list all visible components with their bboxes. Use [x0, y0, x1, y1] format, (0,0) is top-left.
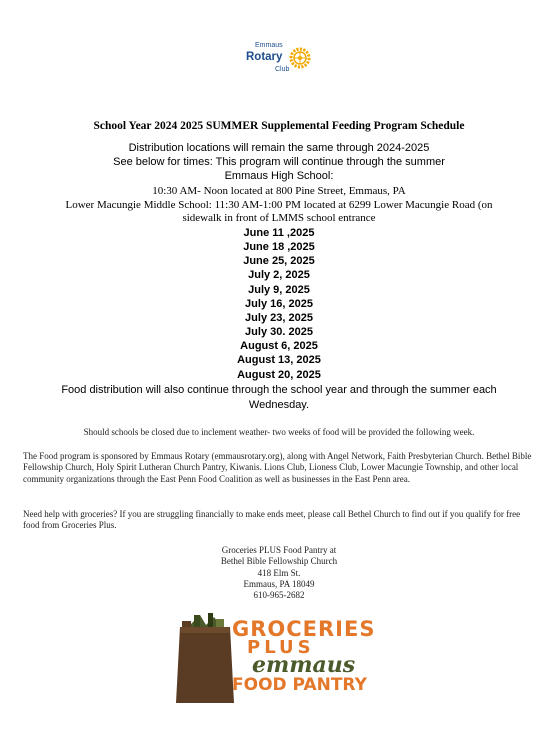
address-line: Emmaus, PA 18049 [243, 578, 315, 589]
pantry-logo-line4: FOOD PANTRY [232, 675, 367, 695]
rotary-logo-bottom: Club [275, 66, 290, 73]
sponsor-paragraph: The Food program is sponsored by Emmaus Rotary (emmausrotary.org), along with Angel Network, Faith Presbyterian Church. Bethel Bible Fellowship Church, Holy Spirit Lutheran Church Pantry, Kiwanis. Lions Club, Lioness Club, Lower Macungie Township, and other local community organizations through the East Penn Food Coalition as well as businesses in the East Penn area. [23, 451, 532, 484]
page-title: School Year 2024 2025 SUMMER Supplemental Feeding Program Schedule [93, 120, 465, 132]
distribution-date: June 18 ,2025 [243, 241, 315, 253]
pantry-logo-line2: PLUS [247, 637, 315, 658]
intro-line: Emmaus High School: [224, 170, 334, 182]
continuation-line: Food distribution will also continue through the school year and through the summer each [61, 384, 497, 396]
address-line: Bethel Bible Fellowship Church [220, 556, 338, 567]
distribution-date: August 20, 2025 [237, 369, 321, 381]
distribution-date: August 6, 2025 [240, 340, 318, 352]
rotary-logo-main: Rotary [246, 51, 283, 63]
pantry-logo-line3: emmaus [252, 652, 356, 678]
help-paragraph: Need help with groceries? If you are struggling financially to make ends meet, please call Bethel Church to find out if you qualify for free food from Groceries Plus. [23, 509, 521, 531]
distribution-date: July 16, 2025 [245, 298, 313, 310]
distribution-date: July 9, 2025 [248, 284, 310, 296]
intro-line: Distribution locations will remain the same through 2024-2025 [128, 142, 430, 154]
weather-note: Should schools be closed due to inclement weather- two weeks of food will be provided the following week. [83, 427, 475, 437]
rotary-wheel-icon [289, 47, 311, 69]
address-line: 418 Elm St. [257, 567, 301, 578]
continuation-line: Wednesday. [248, 399, 310, 411]
address-line: Groceries PLUS Food Pantry at [221, 545, 337, 555]
distribution-date: June 11 ,2025 [243, 227, 315, 239]
distribution-date: August 13, 2025 [237, 354, 321, 366]
location-line: sidewalk in front of LMMS school entrance [182, 212, 376, 224]
rotary-logo-top: Emmaus [255, 42, 283, 49]
location-line: 10:30 AM- Noon located at 800 Pine Street, Emmaus, PA [152, 185, 406, 197]
address-line: 610-965-2682 [253, 590, 305, 601]
pantry-address [0, 545, 558, 601]
distribution-date: June 25, 2025 [243, 255, 315, 267]
distribution-date: July 23, 2025 [245, 312, 313, 324]
location-line: Lower Macungie Middle School: 11:30 AM-1:00 PM located at 6299 Lower Macungie Road (on [65, 199, 493, 211]
pantry-logo-line1: GROCERIES [232, 617, 376, 641]
groceries-plus-logo [172, 613, 392, 705]
rotary-logo [243, 41, 315, 91]
distribution-date: July 30. 2025 [245, 326, 313, 338]
intro-line: See below for times: This program will continue through the summer [113, 156, 445, 168]
distribution-date: July 2, 2025 [248, 269, 310, 281]
